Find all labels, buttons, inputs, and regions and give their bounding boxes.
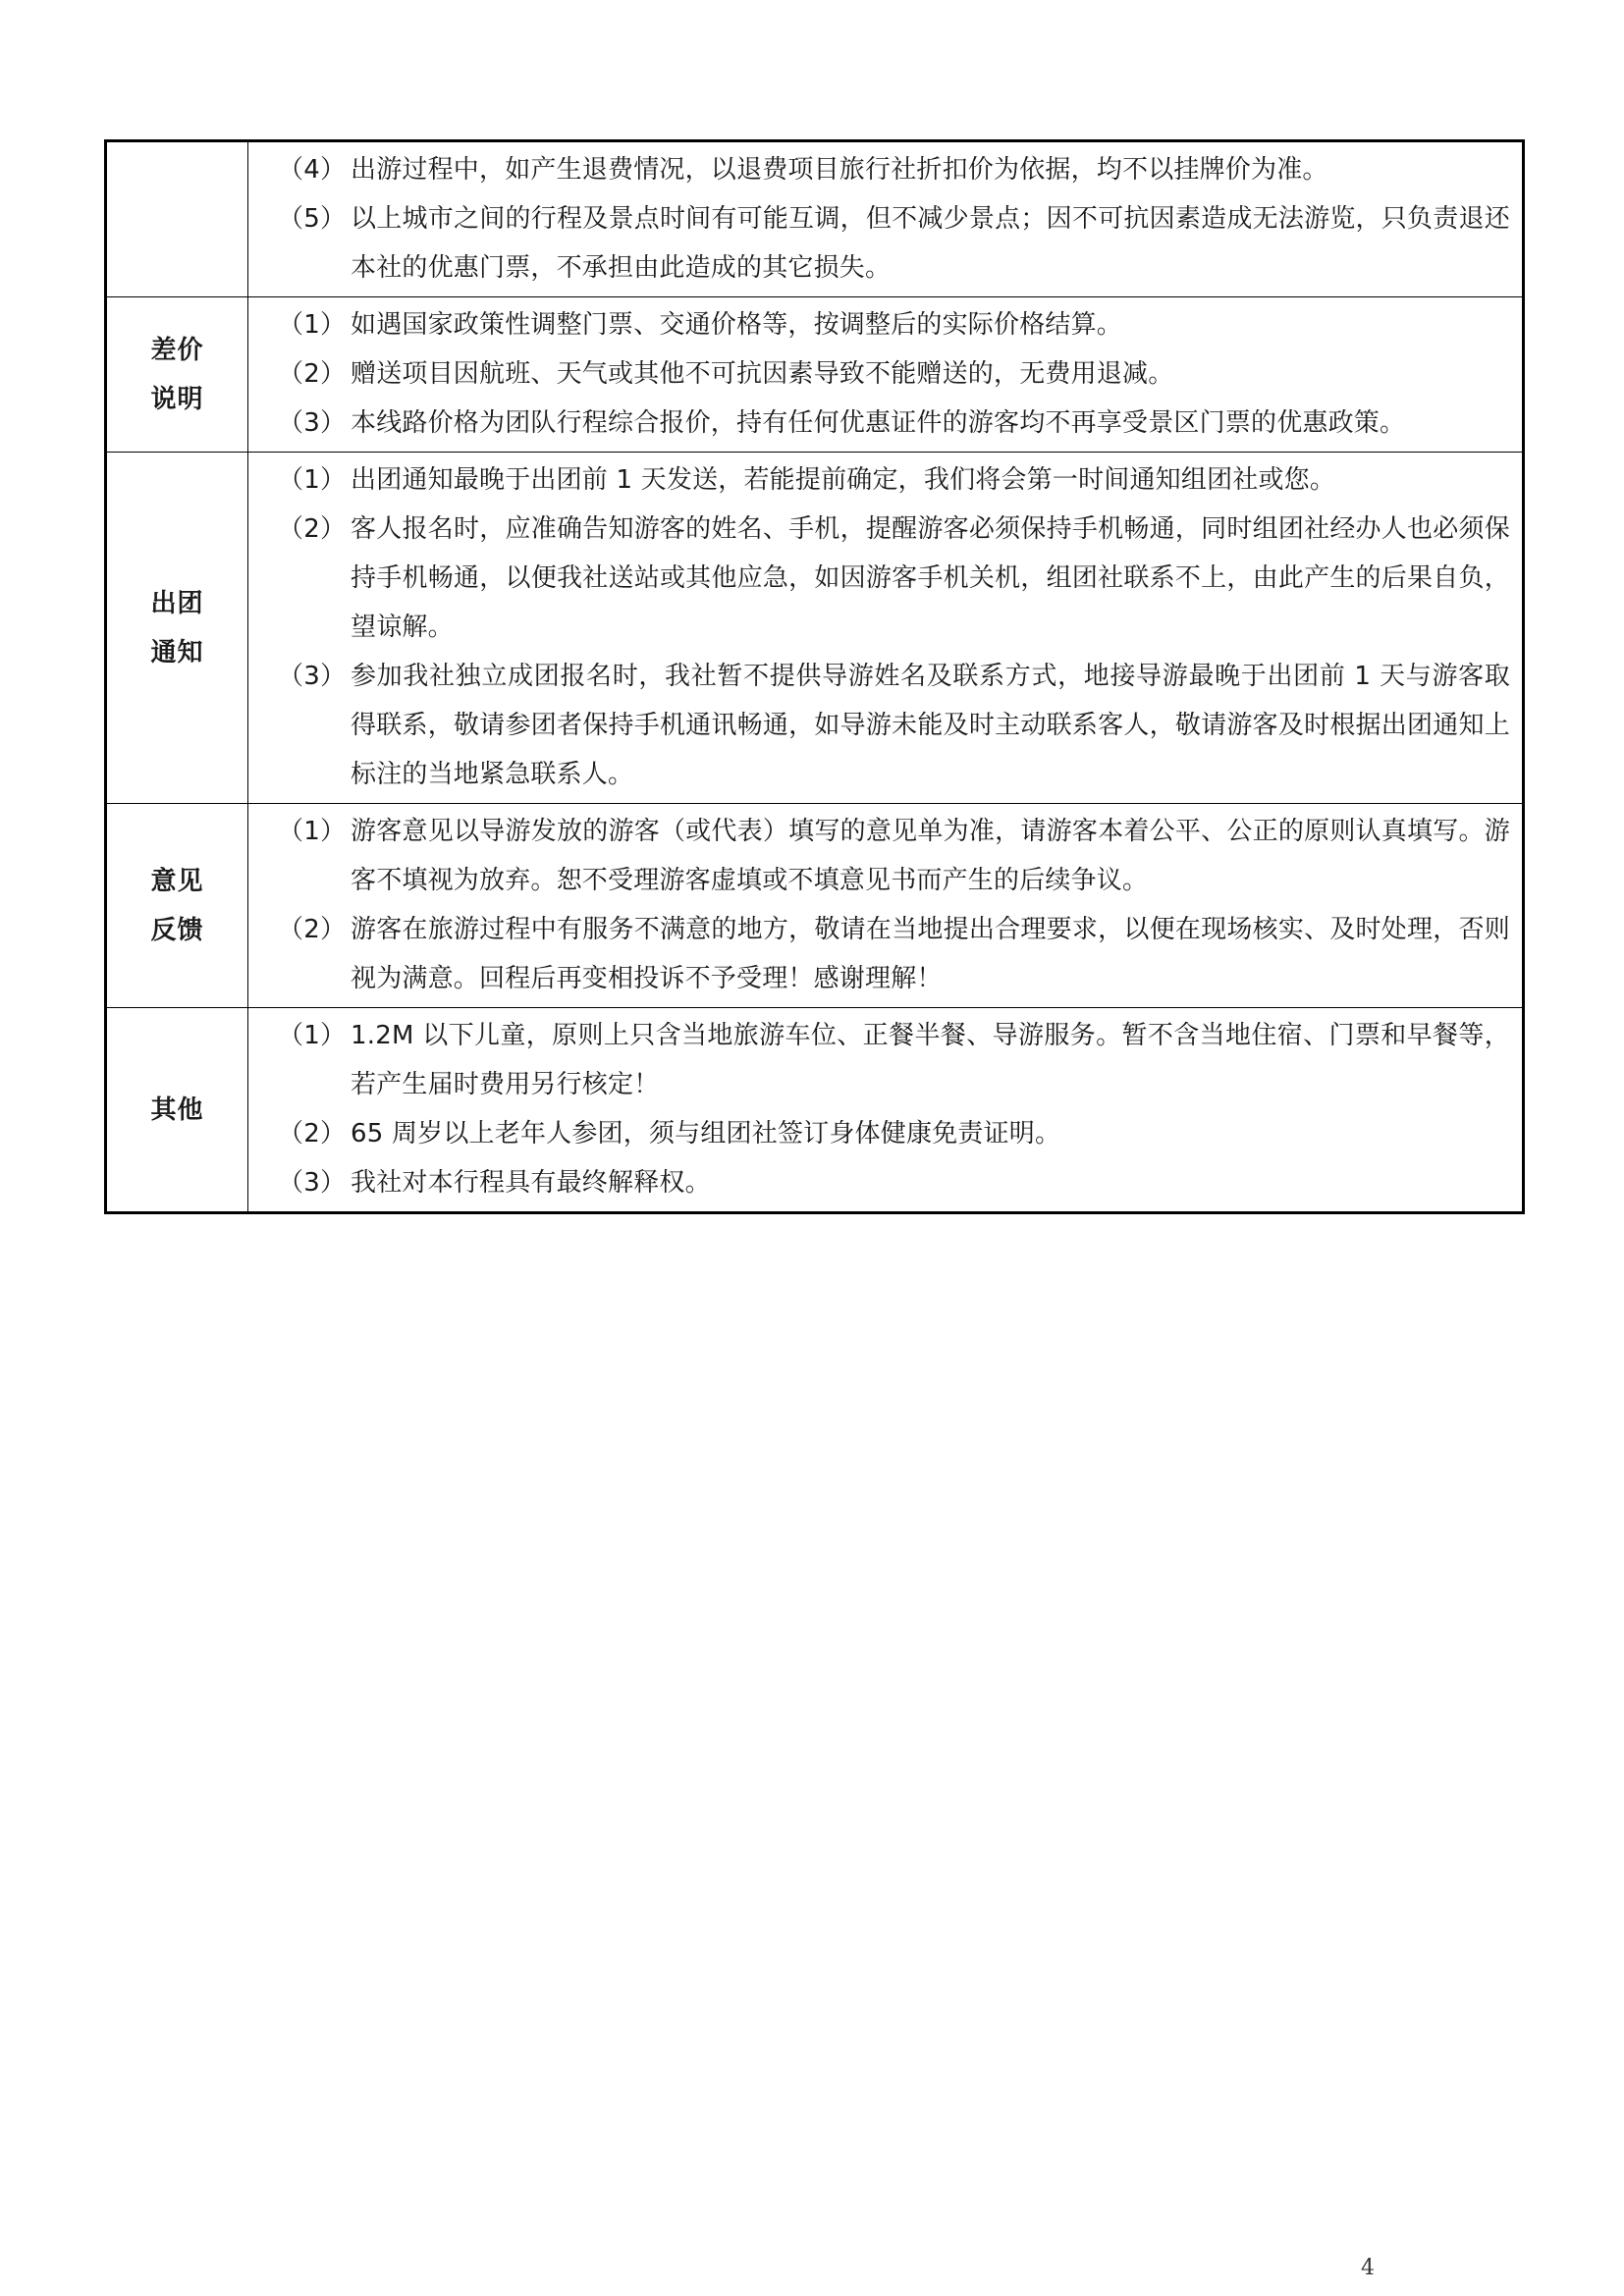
item-number: （5） [278, 204, 347, 234]
list-item [278, 905, 1510, 1003]
item-number: （2） [278, 359, 347, 389]
terms-row [106, 804, 1524, 1008]
list-item [278, 505, 1510, 652]
list-item [278, 1109, 1510, 1158]
item-number: （1） [278, 1021, 347, 1050]
item-text: 以上城市之间的行程及景点时间有可能互调，但不减少景点；因不可抗因素造成无法游览，只负责退还本社的优惠门票，不承担由此造成的其它损失。 [351, 204, 1510, 283]
list-item [278, 1158, 1510, 1207]
item-number: （3） [278, 1168, 347, 1198]
section-content [248, 804, 1524, 1008]
item-text: 参加我社独立成团报名时，我社暂不提供导游姓名及联系方式，地接导游最晚于出团前 1 天与游客取得联系，敬请参团者保持手机通讯畅通，如导游未能及时主动联系客人，敬请游客及时根据出团通知上标注的当地紧急联系人。 [351, 662, 1510, 789]
item-number: （1） [278, 310, 347, 340]
section-label [106, 453, 248, 804]
section-content [248, 453, 1524, 804]
section-label [106, 804, 248, 1008]
section-label-line: 出团 [150, 588, 204, 618]
item-text: 赠送项目因航班、天气或其他不可抗因素导致不能赠送的，无费用退减。 [351, 359, 1174, 389]
item-number: （3） [278, 662, 347, 691]
item-text: 本线路价格为团队行程综合报价，持有任何优惠证件的游客均不再享受景区门票的优惠政策。 [351, 408, 1406, 438]
list-item [278, 349, 1510, 399]
section-label [106, 141, 248, 297]
item-text: 出游过程中，如产生退费情况，以退费项目旅行社折扣价为依据，均不以挂牌价为准。 [351, 155, 1328, 185]
item-text: 65 周岁以上老年人参团，须与组团社签订身体健康免责证明。 [351, 1119, 1061, 1148]
item-number: （1） [278, 817, 347, 846]
list-item [278, 455, 1510, 505]
section-label-line: 其他 [150, 1095, 204, 1125]
section-label [106, 1008, 248, 1213]
list-item [278, 145, 1510, 194]
item-number: （1） [278, 465, 347, 495]
item-text: 出团通知最晚于出团前 1 天发送，若能提前确定，我们将会第一时间通知组团社或您。 [351, 465, 1336, 495]
section-label [106, 297, 248, 453]
terms-row [106, 141, 1524, 297]
section-label-line: 差价 [150, 335, 204, 365]
section-label-line: 通知 [150, 637, 204, 667]
terms-row [106, 453, 1524, 804]
section-content [248, 1008, 1524, 1213]
list-item [278, 194, 1510, 293]
item-text: 1.2M 以下儿童，原则上只含当地旅游车位、正餐半餐、导游服务。暂不含当地住宿、门票和早餐等，若产生届时费用另行核定！ [351, 1021, 1510, 1099]
item-number: （2） [278, 915, 347, 944]
item-text: 游客意见以导游发放的游客（或代表）填写的意见单为准，请游客本着公平、公正的原则认真填写。游客不填视为放弃。恕不受理游客虚填或不填意见书而产生的后续争议。 [351, 817, 1510, 895]
terms-row [106, 1008, 1524, 1213]
page-number: 4 [1361, 2256, 1375, 2280]
item-text: 我社对本行程具有最终解释权。 [351, 1168, 711, 1198]
item-text: 游客在旅游过程中有服务不满意的地方，敬请在当地提出合理要求，以便在现场核实、及时处理，否则视为满意。回程后再变相投诉不予受理！感谢理解！ [351, 915, 1510, 993]
item-number: （2） [278, 514, 347, 544]
item-number: （3） [278, 408, 347, 438]
list-item [278, 399, 1510, 448]
item-number: （2） [278, 1119, 347, 1148]
section-label-line: 说明 [150, 384, 204, 414]
list-item [278, 1011, 1510, 1109]
item-text: 客人报名时，应准确告知游客的姓名、手机，提醒游客必须保持手机畅通，同时组团社经办人也必须保持手机畅通，以便我社送站或其他应急，如因游客手机关机，组团社联系不上，由此产生的后果自负，望谅解。 [351, 514, 1510, 642]
list-item [278, 807, 1510, 905]
section-label-line: 反馈 [150, 915, 204, 945]
section-content [248, 141, 1524, 297]
section-content [248, 297, 1524, 453]
section-label-line: 意见 [150, 866, 204, 896]
terms-row [106, 297, 1524, 453]
terms-table [104, 139, 1525, 1214]
list-item [278, 652, 1510, 799]
item-number: （4） [278, 155, 347, 185]
item-text: 如遇国家政策性调整门票、交通价格等，按调整后的实际价格结算。 [351, 310, 1123, 340]
list-item [278, 300, 1510, 349]
